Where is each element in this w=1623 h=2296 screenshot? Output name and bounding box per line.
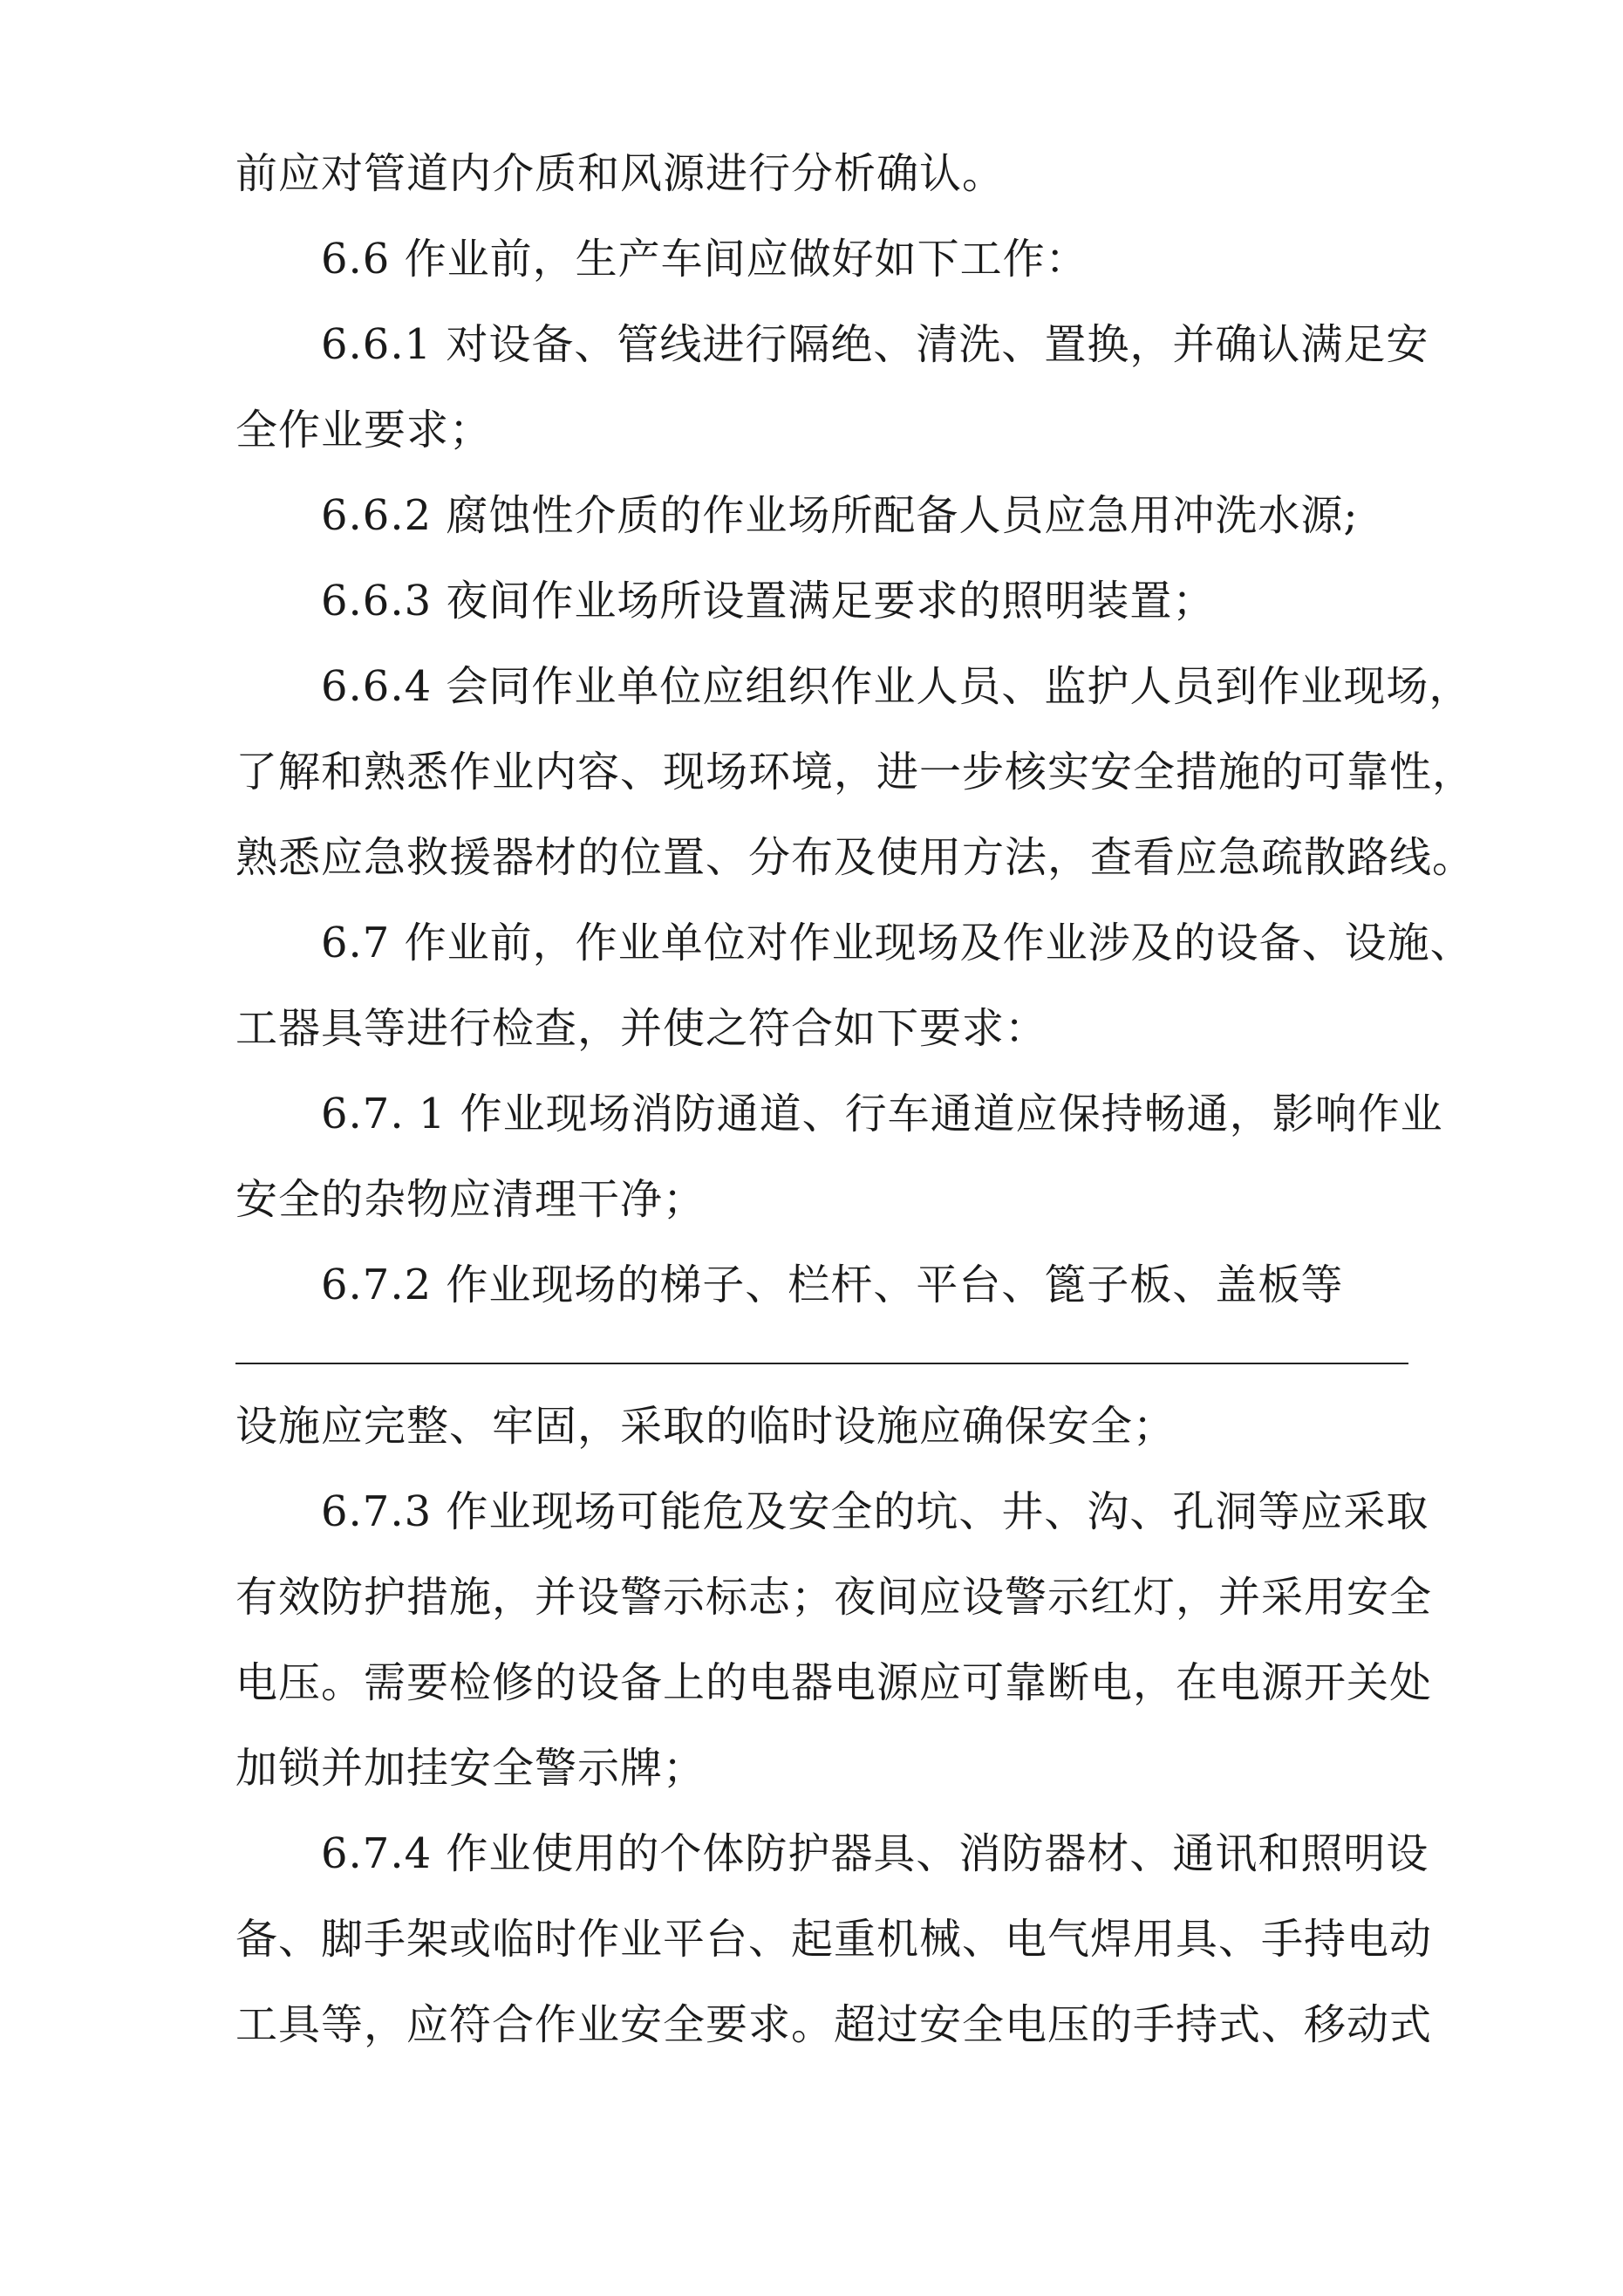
text-line: 前应对管道内介质和风源进行分析确认。: [235, 149, 1006, 198]
text-line: 6.7 作业前，作业单位对作业现场及作业涉及的设备、设施、: [321, 919, 1473, 967]
text-line: 6.7.4 作业使用的个体防护器具、消防器材、通讯和照明设: [321, 1829, 1429, 1878]
text-line: 备、脚手架或临时作业平台、起重机械、电气焊用具、手持电动: [235, 1915, 1433, 1964]
text-line: 6.7.3 作业现场可能危及安全的坑、井、沟、孔洞等应采取: [321, 1487, 1429, 1536]
bottom-text-section: [235, 1384, 1433, 2067]
text-line: 6.6.4 会同作业单位应组织作业人员、监护人员到作业现场，: [321, 662, 1472, 711]
text-line: 6.7. 1 作业现场消防通道、行车通道应保持畅通，影响作业: [321, 1090, 1443, 1138]
text-line: 熟悉应急救援器材的位置、分布及使用方法，查看应急疏散路线。: [235, 833, 1476, 882]
text-line: 工器具等进行检查，并使之符合如下要求：: [235, 1004, 1048, 1053]
text-line: 6.6.2 腐蚀性介质的作业场所配备人员应急用冲洗水源;: [321, 491, 1359, 540]
text-line: 6.6 作业前，生产车间应做好如下工作：: [321, 235, 1088, 284]
text-line: 电压。需要检修的设备上的电器电源应可靠断电，在电源开关处: [235, 1658, 1433, 1707]
section-divider: [235, 1363, 1408, 1364]
text-line: 设施应完整、牢固，采取的临时设施应确保安全；: [235, 1402, 1176, 1451]
text-line: 安全的杂物应清理干净；: [235, 1175, 706, 1224]
text-line: 了解和熟悉作业内容、现场环境，进一步核实安全措施的可靠性，: [235, 748, 1476, 796]
text-line: 有效防护措施，并设警示标志；夜间应设警示红灯，并采用安全: [235, 1573, 1433, 1622]
text-line: 加锁并加挂安全警示牌；: [235, 1744, 706, 1793]
document-page: [235, 131, 1476, 2067]
text-line: 工具等，应符合作业安全要求。超过安全电压的手持式、移动式: [235, 2000, 1433, 2049]
text-line: 6.7.2 作业现场的梯子、栏杆、平台、篦子板、盖板等: [321, 1261, 1344, 1309]
top-text-section: [235, 131, 1476, 1328]
text-line: 6.6.3 夜间作业场所设置满足要求的照明装置；: [321, 577, 1216, 625]
text-line: 6.6.1 对设备、管线进行隔绝、清洗、置换，并确认满足安: [321, 320, 1429, 369]
text-line: 全作业要求；: [235, 406, 493, 454]
